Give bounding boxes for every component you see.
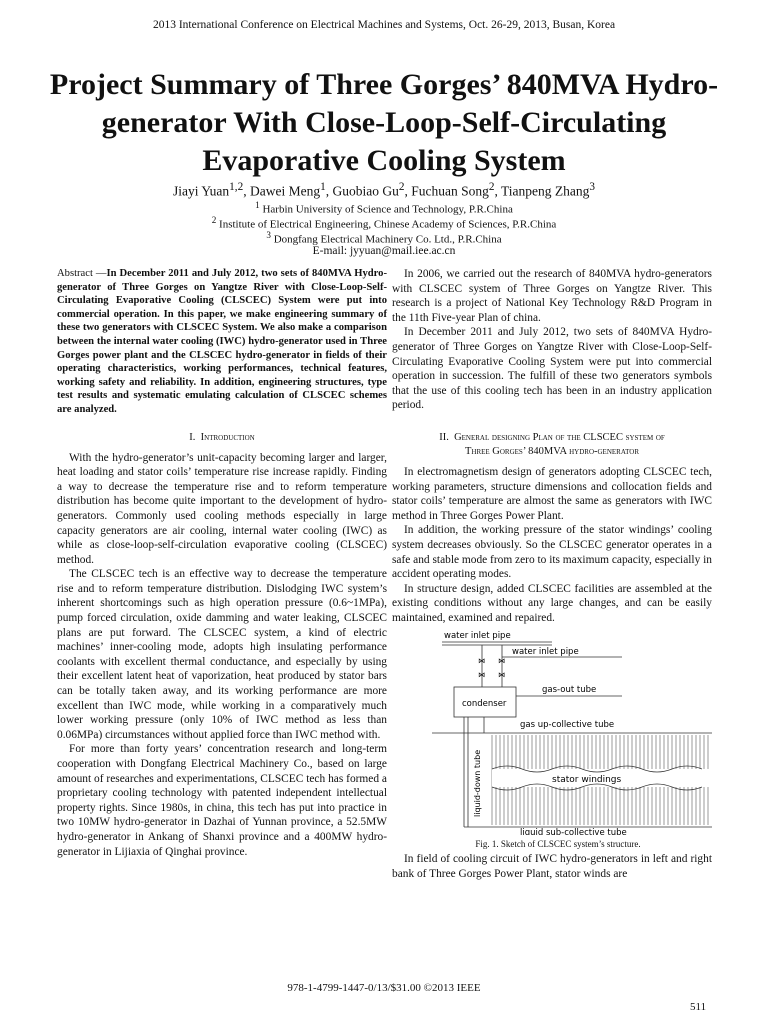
author-sup: 1,2 xyxy=(229,181,244,193)
section-numeral: II. xyxy=(439,431,449,443)
author-list: Jiayi Yuan$^{1,2}$, Dawei Meng$^1$, Guobiao Gu$^2$, Fuchuan Song$^2$, Tianpeng Zhang$^3$ xyxy=(173,181,595,199)
author-sup: 2 xyxy=(398,181,405,193)
label-gas-out: gas-out tube xyxy=(542,685,597,696)
paragraph: In December 2011 and July 2012, two sets of 840MVA Hydro-generator of Three Gorges on Yangtze River with Close-Loop-Self-Circulating Evaporative Cooling System were put into commercial operation in succession. The fulfill of these two generators symbols that the use of this cooling tech has been in an industry application period. xyxy=(392,326,712,412)
valve-icon: ⋈ xyxy=(498,657,505,666)
label-water-inlet-top: water inlet pipe xyxy=(444,631,511,642)
paragraph: The CLSCEC tech is an effective way to decrease the temperature rise and to reform temperature distribution. Dislodging IWC system’s inherent shortcomings such as high operation pressure (0.6~1MPa), pump forced circulation, oxide damming and water leaking, CLSCEC plans are put forward. The CLSCEC system, a kind of electric machines’ inner-cooling mode, adopts high insulating performance coolants with excellent thermal conductance, and especially by using their excellent latent heat of vaporization, heat produced by stator bars can be totally taken away, and its working performance are more excellent than IWC mode, while working in a comparatively much lower working pressure (only 10% of IWC method as less than 0.06MPa) circumstances without applied force than IWC method with. xyxy=(57,568,387,741)
paragraph: In electromagnetism design of generators adopting CLSCEC tech, working parameters, structure dimensions and collocation fields and stator coils’ temperature are almost the same as generators with IWC method in Three Gorges Power Plant. xyxy=(392,465,712,522)
figure-caption: Fig. 1. Sketch of CLSCEC system’s structure. xyxy=(475,839,641,850)
paragraph: For more than forty years’ concentration research and long-term cooperation with Dongfang Electrical Machinery Co., based on large amount of researches and experimentations, CLSCEC tech has formed a proprietary cooling technology with patented independent intellectual property rights. Since 1980s, in china, this tech has put into practice in two 10MW hydro-generator in Dazhai of Yunnan province, a 52.5MW hydro-generator in Ankang of Shanxi province and a 400MW hydro-generator in Lijiaxia of Qinghai province. xyxy=(57,743,387,858)
paragraph: With the hydro-generator’s unit-capacity becoming larger and larger, heat loading and stator coils’ temperature rise increase rapidly. Finding a way to decrease the temperature rise and to reform temperature distribution has become quite important to the development of hydro-generators. Commonly used cooling methods especially in large capacity generators are air cooling, internal water cooling (IWC) as while as close-loop-self-circulation evaporative cooling (CLSCEC) method. xyxy=(57,451,387,566)
affiliation-text: Harbin University of Science and Technology, P.R.China xyxy=(262,203,513,216)
affiliation-sup: 1 xyxy=(255,200,260,210)
label-stator: stator windings xyxy=(552,775,622,786)
section-heading-introduction xyxy=(57,431,387,445)
footer-isbn: 978-1-4799-1447-0/13/$31.00 ©2013 IEEE xyxy=(287,982,481,994)
paragraph: In 2006, we carried out the research of 840MVA hydro-generators with CLSCEC system of Three Gorges on Yangtze River. This research is a project of National Key Technology R&D Program in the 11th Five-year Plan of china. xyxy=(392,268,712,324)
author-sup: 3 xyxy=(589,181,595,193)
right-column xyxy=(392,267,712,881)
label-liquid-sub: liquid sub-collective tube xyxy=(520,828,627,836)
paper-title: Project Summary of Three Gorges’ 840MVA Hydro-generator With Close-Loop-Self-Circulating Evaporative Cooling System xyxy=(49,68,719,177)
section-title-line1: General designing Plan of the CLSCEC system of xyxy=(454,431,665,443)
author: Fuchuan Song xyxy=(411,183,489,199)
affiliation-text: Institute of Electrical Engineering, Chinese Academy of Sciences, P.R.China xyxy=(219,218,557,231)
left-column xyxy=(57,267,387,859)
clscec-diagram xyxy=(392,629,712,835)
paragraph: In field of cooling circuit of IWC hydro-generators in left and right bank of Three Gorges Power Plant, stator winds are xyxy=(392,853,712,880)
label-gas-up: gas up-collective tube xyxy=(520,720,615,731)
figure-clscec-sketch xyxy=(392,629,712,835)
author: Guobiao Gu xyxy=(332,183,399,199)
valve-icon: ⋈ xyxy=(478,657,485,666)
label-condenser: condenser xyxy=(462,699,507,710)
abstract-text: In December 2011 and July 2012, two sets of 840MVA Hydro-generator of Three Gorges on Yangtze River with Close-Loop-Self-Circulating Evaporative Cooling (CLSCEC) System were put into commercial operation. In this paper, we make engineering summary of these two generators with CLSCEC System. We also make a comparison between the internal water cooling (IWC) hydro-generator used in Three Gorges power plant and the CLSCEC hydro-generator in fields of their operating characteristics, working performances, technical features, working safety and reliability. In addition, engineering structures, type test results and systematic emulating calculation of CLSCEC schemes are analyzed. xyxy=(57,268,387,415)
abstract xyxy=(57,267,387,417)
page-number: 511 xyxy=(690,1001,707,1013)
valve-icon: ⋈ xyxy=(498,671,505,680)
author-sup: 1 xyxy=(320,181,326,193)
label-liquid-down: liquid-down tube xyxy=(473,750,482,818)
section-title-line2: Three Gorges’ 840MVA hydro-generator xyxy=(464,445,639,457)
author-sup: 2 xyxy=(488,181,495,193)
conference-header: 2013 International Conference on Electrical Machines and Systems, Oct. 26-29, 2013, Busan, Korea xyxy=(152,19,616,31)
author: Tianpeng Zhang xyxy=(500,183,590,199)
paragraph: In structure design, added CLSCEC facilities are assembled at the existing conditions without any large changes, and can be easily maintained, examined and repaired. xyxy=(392,582,712,624)
section-numeral: I. xyxy=(189,431,196,443)
affiliation-sup: 2 xyxy=(211,215,217,225)
section-heading-design-plan xyxy=(392,431,712,459)
affiliation-text: Dongfang Electrical Machinery Co. Ltd., P.R.China xyxy=(273,233,502,246)
email: E-mail: jyyuan@mail.iee.ac.cn xyxy=(312,245,456,257)
section-title: Introduction xyxy=(200,431,255,443)
valve-icon: ⋈ xyxy=(478,671,485,680)
paragraph: In addition, the working pressure of the stator windings’ cooling system decreases obviously. So the CLSCEC generator operates in a safe and stable mode from zero to its maximum capacity, especially in accident operating modes. xyxy=(392,524,712,581)
abstract-paragraph xyxy=(57,267,387,417)
abstract-label: Abstract — xyxy=(57,268,107,279)
affiliation-sup: 3 xyxy=(266,230,271,240)
author: Dawei Meng xyxy=(249,183,321,199)
label-water-inlet-right: water inlet pipe xyxy=(512,647,579,658)
author: Jiayi Yuan xyxy=(173,183,230,199)
